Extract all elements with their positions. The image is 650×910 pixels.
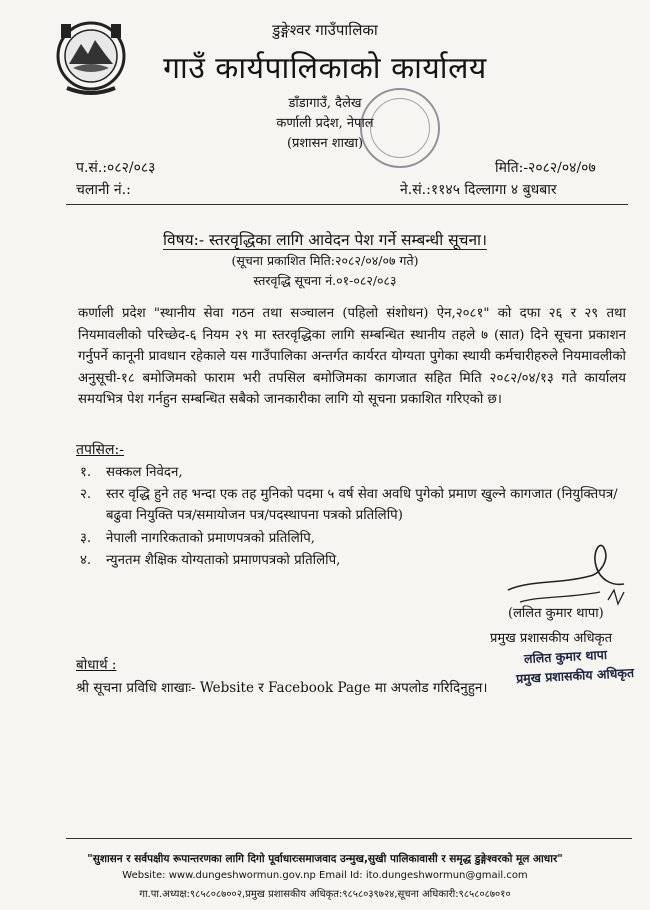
- name-stamp: ललित कुमार थापा: [523, 646, 608, 667]
- footer-contact: Website: www.dungeshwormun.gov.np Email Id: ito.dungeshwormun@gmail.com: [122, 870, 528, 881]
- footer-divider: [66, 838, 632, 839]
- dispatch-number: चलानी नं.:: [76, 182, 131, 198]
- list-item: [80, 462, 625, 484]
- footer-slogan: "सुशासन र सर्वपक्षीय रूपान्तरणका लागि दिगो पूर्वाधारःसमाजवाद उन्मुख,सुखी पालिकावासी र समृद्ध डुङ्गेश्वरको मूल आधार": [87, 853, 563, 865]
- subject-text: विषय:- स्तरवृद्धिका लागि आवेदन पेश गर्ने सम्बन्धी सूचना।: [163, 231, 487, 249]
- list-item: [80, 484, 625, 528]
- municipality-name: डुङ्गेश्वर गाउँपालिका: [272, 21, 378, 39]
- list-item-number: ३.: [80, 531, 92, 546]
- title-stamp: प्रमुख प्रशासकीय अधिकृत: [515, 664, 635, 687]
- list-item-text: सक्कल निवेदन,: [106, 465, 183, 480]
- nepal-sambat-date: ने.सं.:११४५ दिल्लागा ४ बुधबार: [400, 182, 557, 198]
- signatory-title: प्रमुख प्रशासकीय अधिकृत: [490, 631, 613, 646]
- list-item-text: नेपाली नागरिकताको प्रमाणपत्रको प्रतिलिपि,: [106, 531, 315, 546]
- province-line: कर्णाली प्रदेश, नेपाल: [276, 116, 374, 131]
- date: मिति:-२०८२/०४/०७: [495, 160, 596, 176]
- subject-line: [0, 228, 650, 250]
- address-line: डाँडागाउँ, दैलेख: [288, 96, 362, 111]
- signatory-name: (ललित कुमार थापा): [508, 606, 604, 621]
- section-name: (प्रशासन शाखा): [286, 136, 364, 151]
- office-title: गाउँ कार्यपालिकाको कार्यालय: [163, 51, 487, 86]
- list-item-text: स्तर वृद्धि हुने तह भन्दा एक तह मुनिको पदमा ५ वर्ष सेवा अवधि पुगेको प्रमाण खुल्ने कागजात (नियुक्तिपत्र/बढुवा नियुक्ति पत्र/समायोजन पत्र/पदस्थापना पत्रको प्रतिलिपि): [106, 487, 618, 523]
- notice-body: कर्णाली प्रदेश "स्थानीय सेवा गठन तथा सञ्चालन (पहिलो संशोधन) ऐन,२०८१" को दफा २६ र २९ तथा नियमावलीको परिच्छेद-६ नियम २९ मा स्तरवृद्धिका लागि सम्बन्धित स्थानीय तहले ७ (सात) दिने सूचना प्रकाशन गर्नुपर्ने कानूनी प्रावधान रहेकाले यस गाउँपालिका अन्तर्गत कार्यरत योग्यता पुगेका स्थायी कर्मचारीहरुले नियमावलीको अनुसूची-१८ बमोजिमको फाराम भरी तपसिल बमोजिमका कागजात सहित मिति २०८२/०४/१३ गते कार्यालय समयभित्र पेश गर्नहुन सम्बन्धित सबैको जानकारीका लागि यो सूचना प्रकाशित गरिएको छ।: [78, 306, 626, 408]
- footer-phones: गा.पा.अध्यक्ष:९८५८०८७००२,प्रमुख प्रशासकीय अधिकृत:९८५८०३९७२४,सूचना अधिकारी:९८५८०८७०१०: [139, 889, 511, 900]
- published-date: (सूचना प्रकाशित मिति:२०८२/०४/०७ गते): [231, 253, 419, 268]
- list-item-number: १.: [80, 465, 92, 480]
- cc-text: श्री सूचना प्रविधि शाखाः- Website र Facebook Page मा अपलोड गरिदिनुहुन।: [76, 680, 488, 696]
- header-divider: [66, 204, 628, 205]
- cc-title: बोधार्थ :: [76, 657, 117, 673]
- list-item-number: २.: [80, 487, 92, 502]
- list-item-text: न्युनतम शैक्षिक योग्यताको प्रमाणपत्रको प्रतिलिपि,: [106, 553, 341, 568]
- list-item-number: ४.: [80, 553, 92, 568]
- notice-number: स्तरवृद्धि सूचना नं.०१-०८२/०८३: [253, 273, 397, 288]
- office-round-stamp: [360, 88, 440, 168]
- list-title: तपसिल:-: [76, 442, 124, 458]
- letter-number: प.सं.:०८२/०८३: [76, 160, 156, 176]
